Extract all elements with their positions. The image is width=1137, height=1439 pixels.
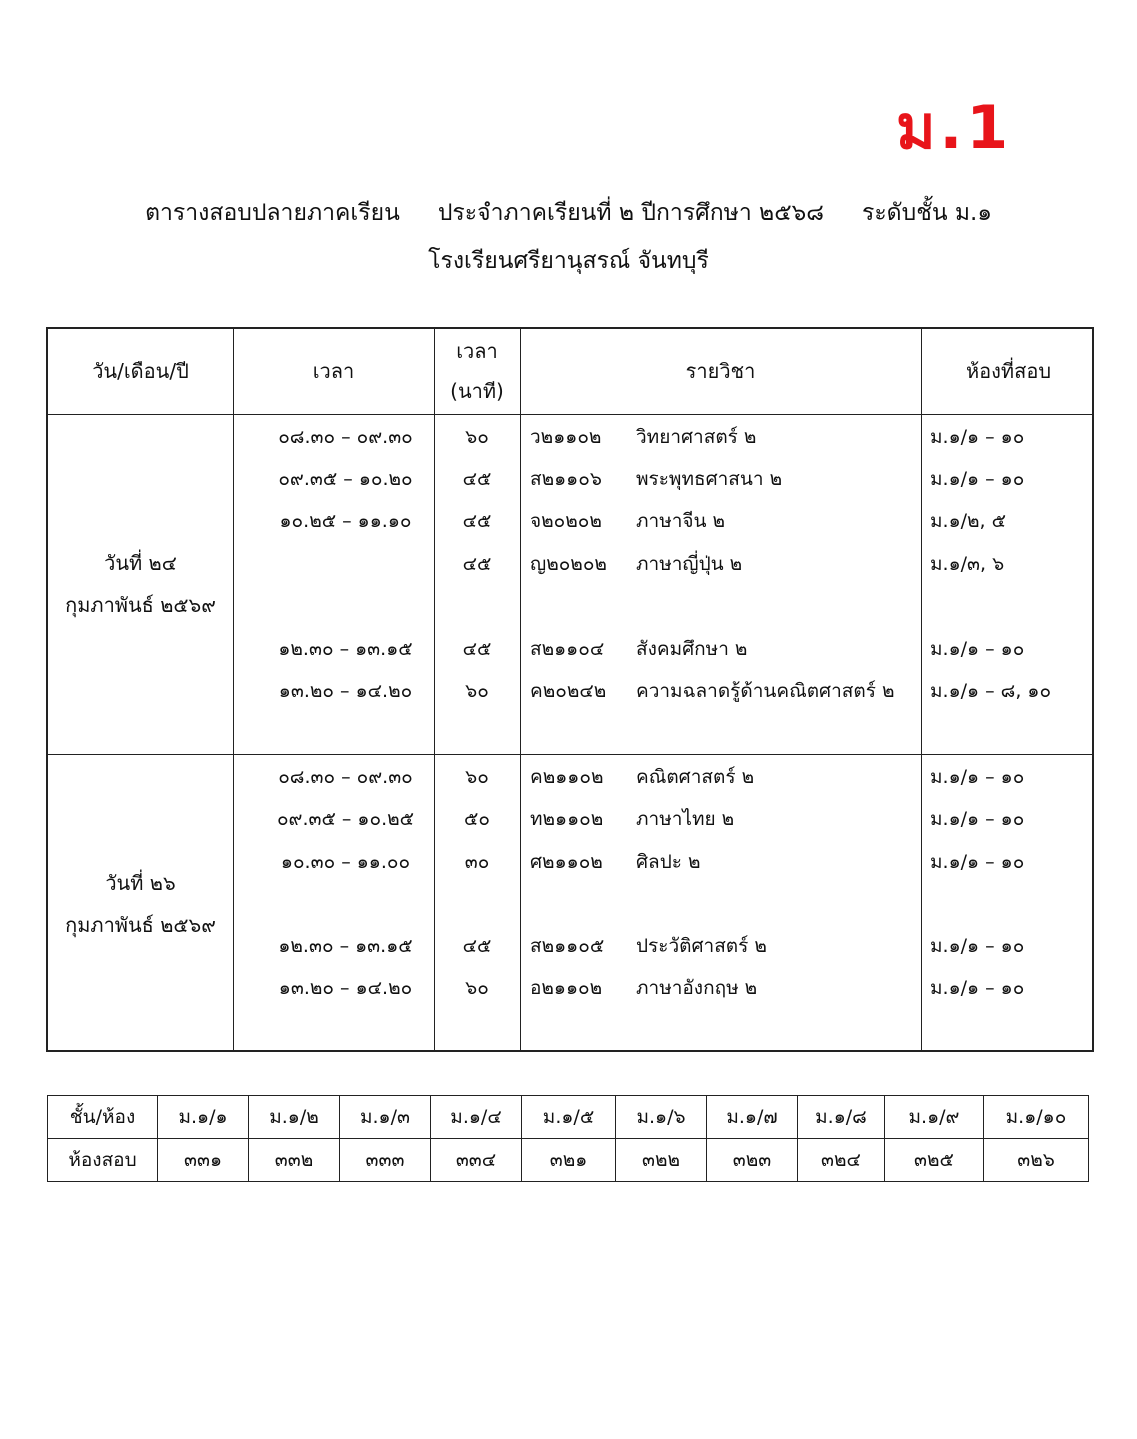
- day1-date-line2: กุมภาพันธ์ ๒๕๖๙: [65, 593, 216, 617]
- room-cell: ๓๓๑: [158, 1139, 249, 1182]
- day1-row6-code: ค๒๐๒๔๒: [530, 680, 607, 702]
- day2-row4-subject: ประวัติศาสตร์ ๒: [636, 935, 767, 957]
- title-exam-name: ตารางสอบปลายภาคเรียน: [145, 200, 400, 226]
- class-cell: ม.๑/๕: [522, 1096, 616, 1139]
- class-cell: ม.๑/๘: [798, 1096, 885, 1139]
- day1-row2-time: ๐๙.๓๕ – ๑๐.๒๐: [278, 468, 413, 490]
- day1-row5-subject: สังคมศึกษา ๒: [636, 638, 748, 660]
- day2-row3-time: ๑๐.๓๐ – ๑๑.๐๐: [280, 851, 411, 873]
- day1-row3-minutes: ๔๕: [462, 510, 492, 532]
- day2-row1-time: ๐๘.๓๐ – ๐๙.๓๐: [278, 766, 413, 788]
- day1-row5-code: ส๒๑๑๐๔: [530, 638, 605, 660]
- day1-row1-minutes: ๖๐: [465, 426, 489, 448]
- day1-row4-rooms: ม.๑/๓, ๖: [930, 553, 1005, 575]
- day2-row2-minutes: ๕๐: [464, 808, 490, 830]
- day2-row5-minutes: ๖๐: [465, 977, 489, 999]
- day1-row4-minutes: ๔๕: [462, 553, 492, 575]
- day1-row3-code: จ๒๐๒๐๒: [530, 510, 602, 532]
- room-cell: ๓๒๖: [984, 1139, 1089, 1182]
- day1-row6-subject: ความฉลาดรู้ด้านคณิตศาสตร์ ๒: [636, 680, 895, 702]
- day2-row2-subject: ภาษาไทย ๒: [636, 808, 735, 830]
- day2-row1-subject: คณิตศาสตร์ ๒: [636, 766, 755, 788]
- day2-row3-rooms: ม.๑/๑ – ๑๐: [930, 851, 1025, 873]
- room-cell: ๓๒๑: [522, 1139, 616, 1182]
- day2-row5-code: อ๒๑๑๐๒: [530, 977, 603, 999]
- day1-row1-subject: วิทยาศาสตร์ ๒: [636, 426, 757, 448]
- grade-badge: ม.1: [896, 93, 1013, 163]
- day1-row5-rooms: ม.๑/๑ – ๑๐: [930, 638, 1025, 660]
- day1-row4-subject: ภาษาญี่ปุ่น ๒: [636, 553, 743, 575]
- day2-row3-minutes: ๓๐: [464, 851, 490, 873]
- day1-row6-rooms: ม.๑/๑ – ๘, ๑๐: [930, 680, 1052, 702]
- class-cell: ม.๑/๑๐: [984, 1096, 1089, 1139]
- day1-row1-code: ว๒๑๑๐๒: [530, 426, 602, 448]
- class-cell: ม.๑/๗: [707, 1096, 798, 1139]
- title-level: ระดับชั้น ม.๑: [861, 200, 992, 226]
- column-divider: [233, 329, 234, 1050]
- class-cell: ม.๑/๒: [249, 1096, 340, 1139]
- day2-row3-code: ศ๒๑๑๐๒: [530, 851, 603, 873]
- room-row: [48, 1139, 1089, 1182]
- day2-row4-minutes: ๔๕: [462, 935, 492, 957]
- day2-row5-time: ๑๓.๒๐ – ๑๔.๒๐: [278, 977, 413, 999]
- day1-row1-time: ๐๘.๓๐ – ๐๙.๓๐: [278, 426, 413, 448]
- header-divider: [48, 414, 1092, 415]
- class-row: [48, 1096, 1089, 1139]
- day2-row5-rooms: ม.๑/๑ – ๑๐: [930, 977, 1025, 999]
- room-assignment-table: [47, 1095, 1089, 1182]
- class-cell: ม.๑/๑: [158, 1096, 249, 1139]
- class-cell: ม.๑/๙: [885, 1096, 984, 1139]
- room-cell: ๓๓๒: [249, 1139, 340, 1182]
- room-cell: ๓๓๓: [340, 1139, 431, 1182]
- room-cell: ๓๒๕: [885, 1139, 984, 1182]
- room-cell: ๓๒๒: [616, 1139, 707, 1182]
- header-minutes-line2: (นาที): [450, 379, 504, 403]
- day1-row3-rooms: ม.๑/๒, ๕: [930, 510, 1007, 532]
- header-minutes-line1: เวลา: [456, 339, 498, 363]
- day2-row3-subject: ศิลปะ ๒: [636, 851, 701, 873]
- day-divider: [48, 754, 1092, 755]
- document-title: [0, 196, 1137, 230]
- day1-row5-minutes: ๔๕: [462, 638, 492, 660]
- exam-schedule-table: [46, 327, 1094, 1052]
- day1-row3-time: ๑๐.๒๕ – ๑๑.๑๐: [279, 510, 412, 532]
- header-date: วัน/เดือน/ปี: [92, 359, 189, 383]
- day1-row2-minutes: ๔๕: [462, 468, 492, 490]
- title-semester: ประจำภาคเรียนที่ ๒ ปีการศึกษา ๒๕๖๘: [437, 200, 824, 226]
- class-cell: ม.๑/๓: [340, 1096, 431, 1139]
- day1-row2-subject: พระพุทธศาสนา ๒: [636, 468, 783, 490]
- header-time: เวลา: [312, 359, 355, 383]
- day2-date-line2: กุมภาพันธ์ ๒๕๖๙: [65, 913, 216, 937]
- day1-row5-time: ๑๒.๓๐ – ๑๓.๑๕: [278, 638, 413, 660]
- day2-row1-code: ค๒๑๑๐๒: [530, 766, 604, 788]
- class-row-label: ชั้น/ห้อง: [48, 1096, 158, 1139]
- header-subject: รายวิชา: [685, 359, 756, 383]
- room-cell: ๓๓๔: [431, 1139, 522, 1182]
- day2-row1-minutes: ๖๐: [465, 766, 489, 788]
- room-cell: ๓๒๔: [798, 1139, 885, 1182]
- day1-row6-time: ๑๓.๒๐ – ๑๔.๒๐: [278, 680, 413, 702]
- day1-row2-rooms: ม.๑/๑ – ๑๐: [930, 468, 1025, 490]
- day2-row4-rooms: ม.๑/๑ – ๑๐: [930, 935, 1025, 957]
- day2-row4-code: ส๒๑๑๐๕: [530, 935, 605, 957]
- header-room: ห้องที่สอบ: [965, 359, 1052, 383]
- day1-date-line1: วันที่ ๒๔: [104, 551, 177, 575]
- day1-row1-rooms: ม.๑/๑ – ๑๐: [930, 426, 1025, 448]
- day2-row4-time: ๑๒.๓๐ – ๑๓.๑๕: [278, 935, 413, 957]
- day2-row2-code: ท๒๑๑๐๒: [530, 808, 604, 830]
- day2-row2-time: ๐๙.๓๕ – ๑๐.๒๕: [276, 808, 415, 830]
- column-divider: [520, 329, 521, 1050]
- day1-row4-code: ญ๒๐๒๐๒: [530, 553, 607, 575]
- day1-row2-code: ส๒๑๑๐๖: [530, 468, 602, 490]
- room-row-label: ห้องสอบ: [48, 1139, 158, 1182]
- day1-row6-minutes: ๖๐: [465, 680, 489, 702]
- room-cell: ๓๒๓: [707, 1139, 798, 1182]
- class-cell: ม.๑/๖: [616, 1096, 707, 1139]
- class-cell: ม.๑/๔: [431, 1096, 522, 1139]
- day2-date-line1: วันที่ ๒๖: [105, 871, 176, 895]
- school-name: โรงเรียนศรียานุสรณ์ จันทบุรี: [428, 248, 709, 274]
- day1-row3-subject: ภาษาจีน ๒: [636, 510, 726, 532]
- day2-row5-subject: ภาษาอังกฤษ ๒: [636, 977, 758, 999]
- day2-row2-rooms: ม.๑/๑ – ๑๐: [930, 808, 1025, 830]
- day2-row1-rooms: ม.๑/๑ – ๑๐: [930, 766, 1025, 788]
